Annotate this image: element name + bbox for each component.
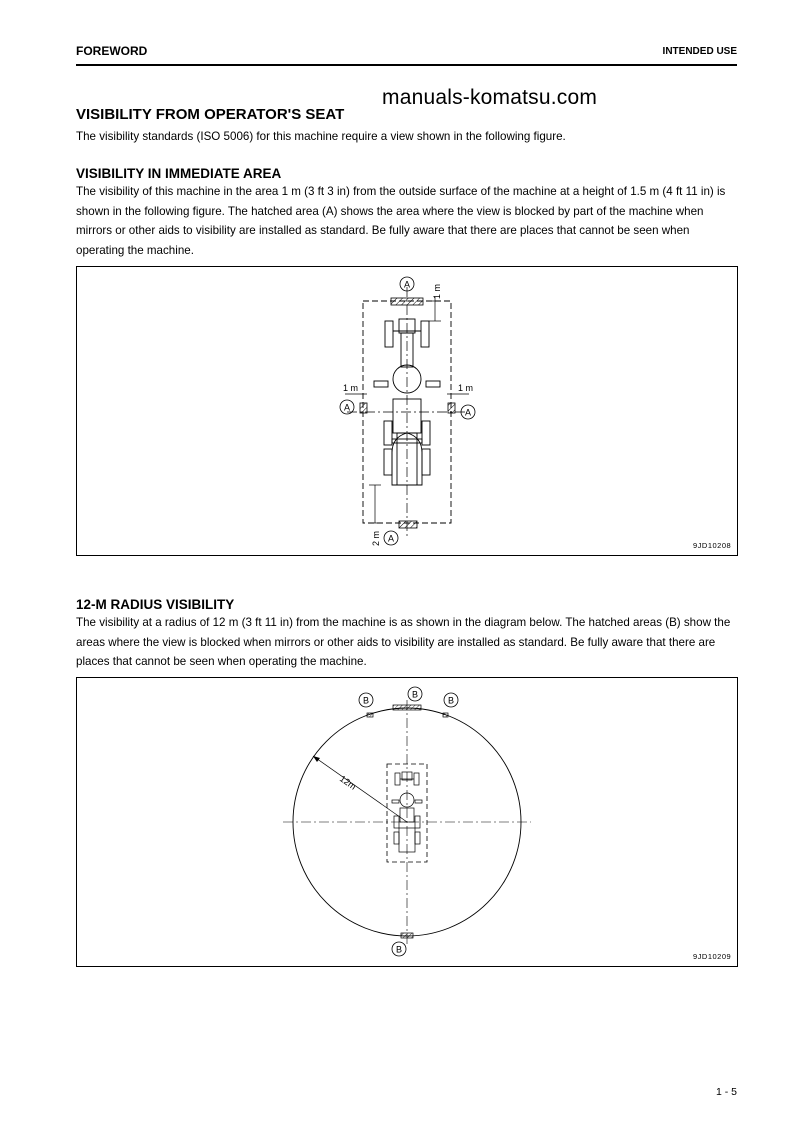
radius-label: 12m (337, 773, 358, 792)
blind-area-front (391, 298, 423, 305)
blind-area-rear (399, 521, 417, 528)
figure-immediate-area (76, 266, 738, 556)
blind-area-b-front (393, 705, 421, 710)
dim-right-1m: 1 m (458, 383, 474, 393)
figure-12m-radius (76, 677, 738, 967)
dim-left-1m: 1 m (343, 383, 359, 393)
section-title-immediate-area: VISIBILITY IN IMMEDIATE AREA (76, 166, 282, 181)
section-text-12m-radius: The visibility at a radius of 12 m (3 ft 11 in) from the machine is as shown in the diagram below. The hatched areas (B) show the areas where the view is blocked when mirrors or other aids to visibility are installed as standard. Be fully aware that there are places that cannot be seen when operating the machine. (76, 616, 731, 668)
front-wheel-left (385, 321, 393, 347)
header-rule (76, 64, 737, 66)
section-text-immediate-area: The visibility of this machine in the area 1 m (3 ft 3 in) from the outside surface of the machine at a height of 1.5 m (4 ft 11 in) is shown in the following figure. The hatched area (A) shows the area where the view is blocked by part of the machine when mirrors or other aids to visibility are installed as standard. Be fully aware that there are places that cannot be seen when operating the machine. (76, 185, 726, 257)
label-b-front-right: B (447, 695, 455, 706)
section-text-visibility-standards: The visibility standards (ISO 5006) for this machine require a view shown in the following figure. (76, 130, 566, 143)
header-section: FOREWORD (76, 44, 148, 58)
dim-front-1m: 1 m (432, 283, 442, 299)
label-a-rear: A (387, 533, 395, 544)
label-a-left: A (343, 402, 351, 413)
blind-area-b-front-left (367, 713, 373, 717)
blind-area-right (448, 403, 455, 413)
blind-area-b-rear (401, 933, 413, 938)
blind-area-b-front-right (443, 713, 448, 717)
blind-area-left (360, 403, 367, 413)
label-b-front: B (411, 689, 419, 700)
page-number: 1 - 5 (715, 1086, 737, 1098)
label-b-rear: B (395, 944, 403, 955)
header-topic: INTENDED USE (662, 46, 737, 57)
watermark: manuals-komatsu.com (382, 86, 598, 109)
front-wheel-right (421, 321, 429, 347)
section-title-visibility-operator-seat: VISIBILITY FROM OPERATOR'S SEAT (76, 106, 345, 123)
label-a-front: A (403, 279, 411, 290)
dim-rear-2m: 2 m (371, 530, 381, 546)
diagram-immediate-area (77, 267, 737, 555)
section-title-12m-radius: 12-M RADIUS VISIBILITY (76, 597, 235, 612)
label-b-front-left: B (362, 695, 370, 706)
figure-code-immediate: 9JD10208 (693, 541, 732, 550)
label-a-right: A (464, 407, 472, 418)
diagram-12m-radius (77, 678, 737, 966)
figure-code-12m: 9JD10209 (693, 952, 732, 961)
